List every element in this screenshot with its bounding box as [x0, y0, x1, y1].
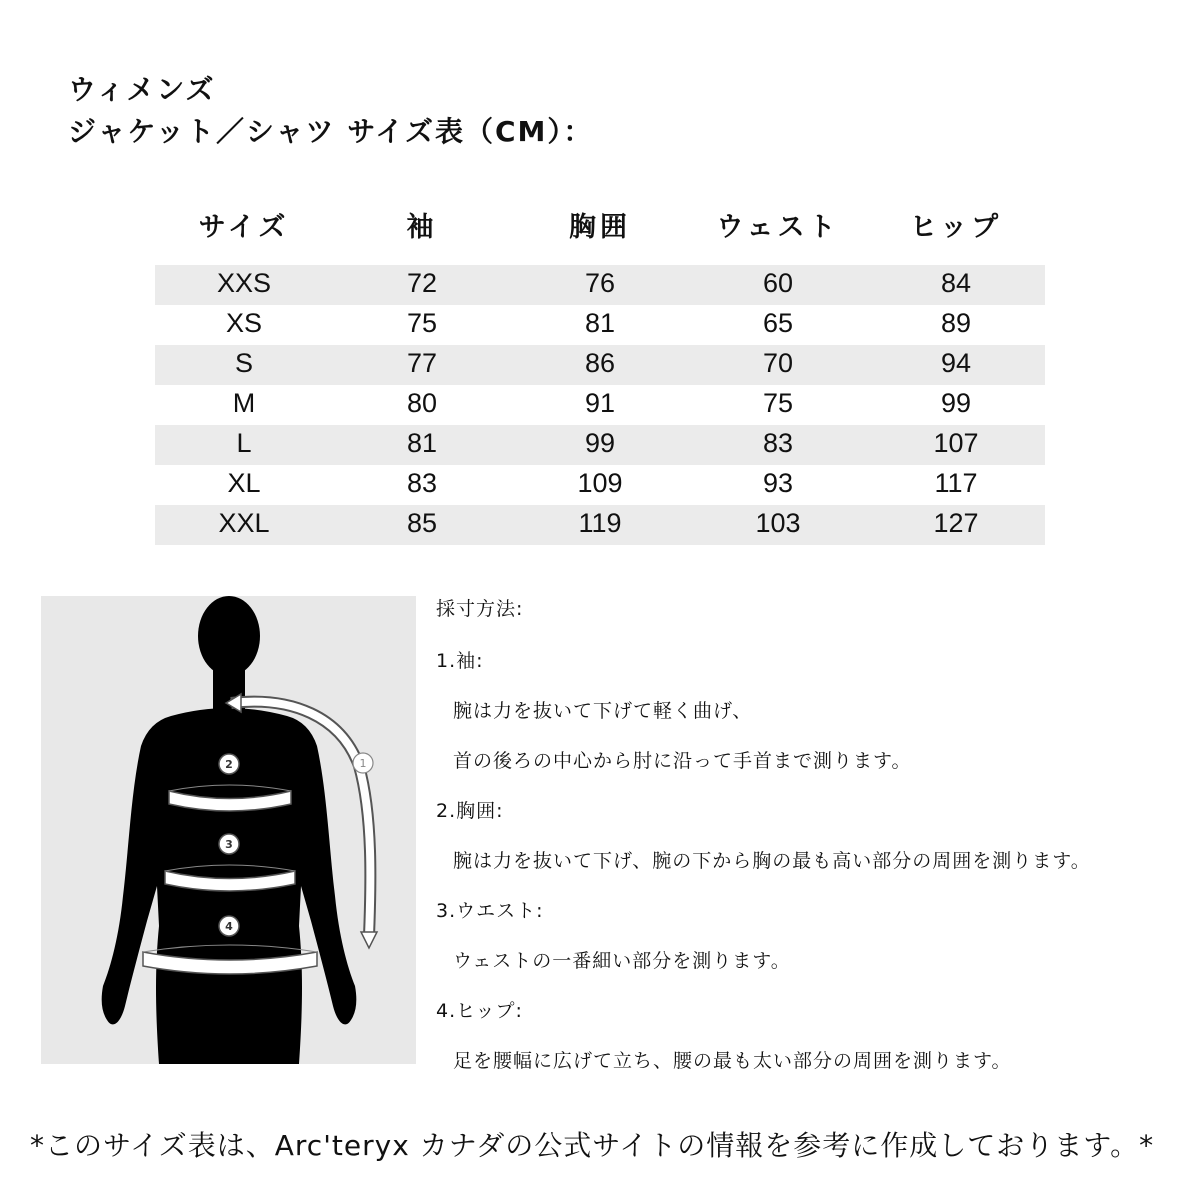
cell-hip: 94	[940, 348, 972, 378]
cell-waist: 83	[762, 428, 794, 458]
footer-note: *このサイズ表は、Arc'teryx カナダの公式サイトの情報を参考に作成しております。*	[30, 1129, 1155, 1162]
table-row	[155, 425, 1045, 465]
marker-2: 2	[225, 758, 233, 771]
cell-size: M	[232, 388, 256, 418]
cell-size: XXL	[218, 508, 270, 538]
size-table-header	[155, 205, 1045, 245]
method-line: 3.ウエスト:	[436, 900, 544, 922]
cell-hip: 84	[940, 268, 972, 298]
method-line: 腕は力を抜いて下げて軽く曲げ、	[453, 700, 753, 722]
marker-1: 1	[359, 757, 367, 770]
page-title-line2: ジャケット／シャツ サイズ表（CM）：	[68, 115, 594, 148]
cell-sleeve: 72	[406, 268, 438, 298]
table-row	[155, 345, 1045, 385]
body-silhouette-icon	[41, 596, 416, 1064]
cell-waist: 60	[762, 268, 794, 298]
cell-size: XL	[227, 468, 261, 498]
method-line: 1.袖:	[436, 650, 484, 672]
method-heading: 採寸方法:	[436, 598, 524, 620]
cell-chest: 99	[584, 428, 616, 458]
method-line: 足を腰幅に広げて立ち、腰の最も太い部分の周囲を測ります。	[453, 1050, 1012, 1072]
cell-sleeve: 85	[406, 508, 438, 538]
cell-hip: 89	[940, 308, 972, 338]
cell-waist: 70	[762, 348, 794, 378]
cell-chest: 81	[584, 308, 616, 338]
table-row	[155, 305, 1045, 345]
cell-chest: 91	[584, 388, 616, 418]
table-row	[155, 505, 1045, 545]
table-row	[155, 265, 1045, 305]
table-row	[155, 465, 1045, 505]
cell-waist: 103	[755, 508, 801, 538]
cell-size: XS	[225, 308, 263, 338]
method-line: 首の後ろの中心から肘に沿って手首まで測ります。	[453, 750, 912, 772]
cell-chest: 86	[584, 348, 616, 378]
cell-sleeve: 80	[406, 388, 438, 418]
page-title-line1: ウィメンズ	[68, 73, 216, 106]
header-hip: ヒップ	[909, 212, 1003, 243]
header-sleeve: 袖	[406, 212, 438, 243]
cell-waist: 93	[762, 468, 794, 498]
method-line: 4.ヒップ:	[436, 1000, 523, 1022]
cell-hip: 117	[934, 468, 978, 498]
method-line: ウェストの一番細い部分を測ります。	[453, 950, 791, 972]
cell-size: XXS	[216, 268, 272, 298]
header-chest: 胸囲	[569, 212, 631, 243]
cell-chest: 76	[584, 268, 616, 298]
cell-sleeve: 75	[406, 308, 438, 338]
cell-hip: 99	[940, 388, 972, 418]
size-table	[155, 265, 1045, 545]
method-line: 2.胸囲:	[436, 800, 504, 822]
marker-4: 4	[225, 920, 233, 933]
cell-chest: 119	[578, 508, 622, 538]
table-row	[155, 385, 1045, 425]
measurement-figure	[41, 596, 416, 1064]
cell-waist: 75	[762, 388, 794, 418]
cell-size: S	[234, 348, 253, 378]
header-waist: ウェスト	[716, 212, 840, 243]
method-line: 腕は力を抜いて下げ、腕の下から胸の最も高い部分の周囲を測ります。	[453, 850, 1091, 872]
cell-hip: 127	[933, 508, 979, 538]
cell-sleeve: 77	[406, 348, 438, 378]
cell-waist: 65	[762, 308, 794, 338]
cell-hip: 107	[933, 428, 979, 458]
cell-chest: 109	[577, 468, 623, 498]
cell-size: L	[236, 428, 252, 458]
marker-3: 3	[225, 838, 233, 851]
cell-sleeve: 81	[406, 428, 438, 458]
cell-sleeve: 83	[406, 468, 438, 498]
header-size: サイズ	[198, 212, 290, 243]
